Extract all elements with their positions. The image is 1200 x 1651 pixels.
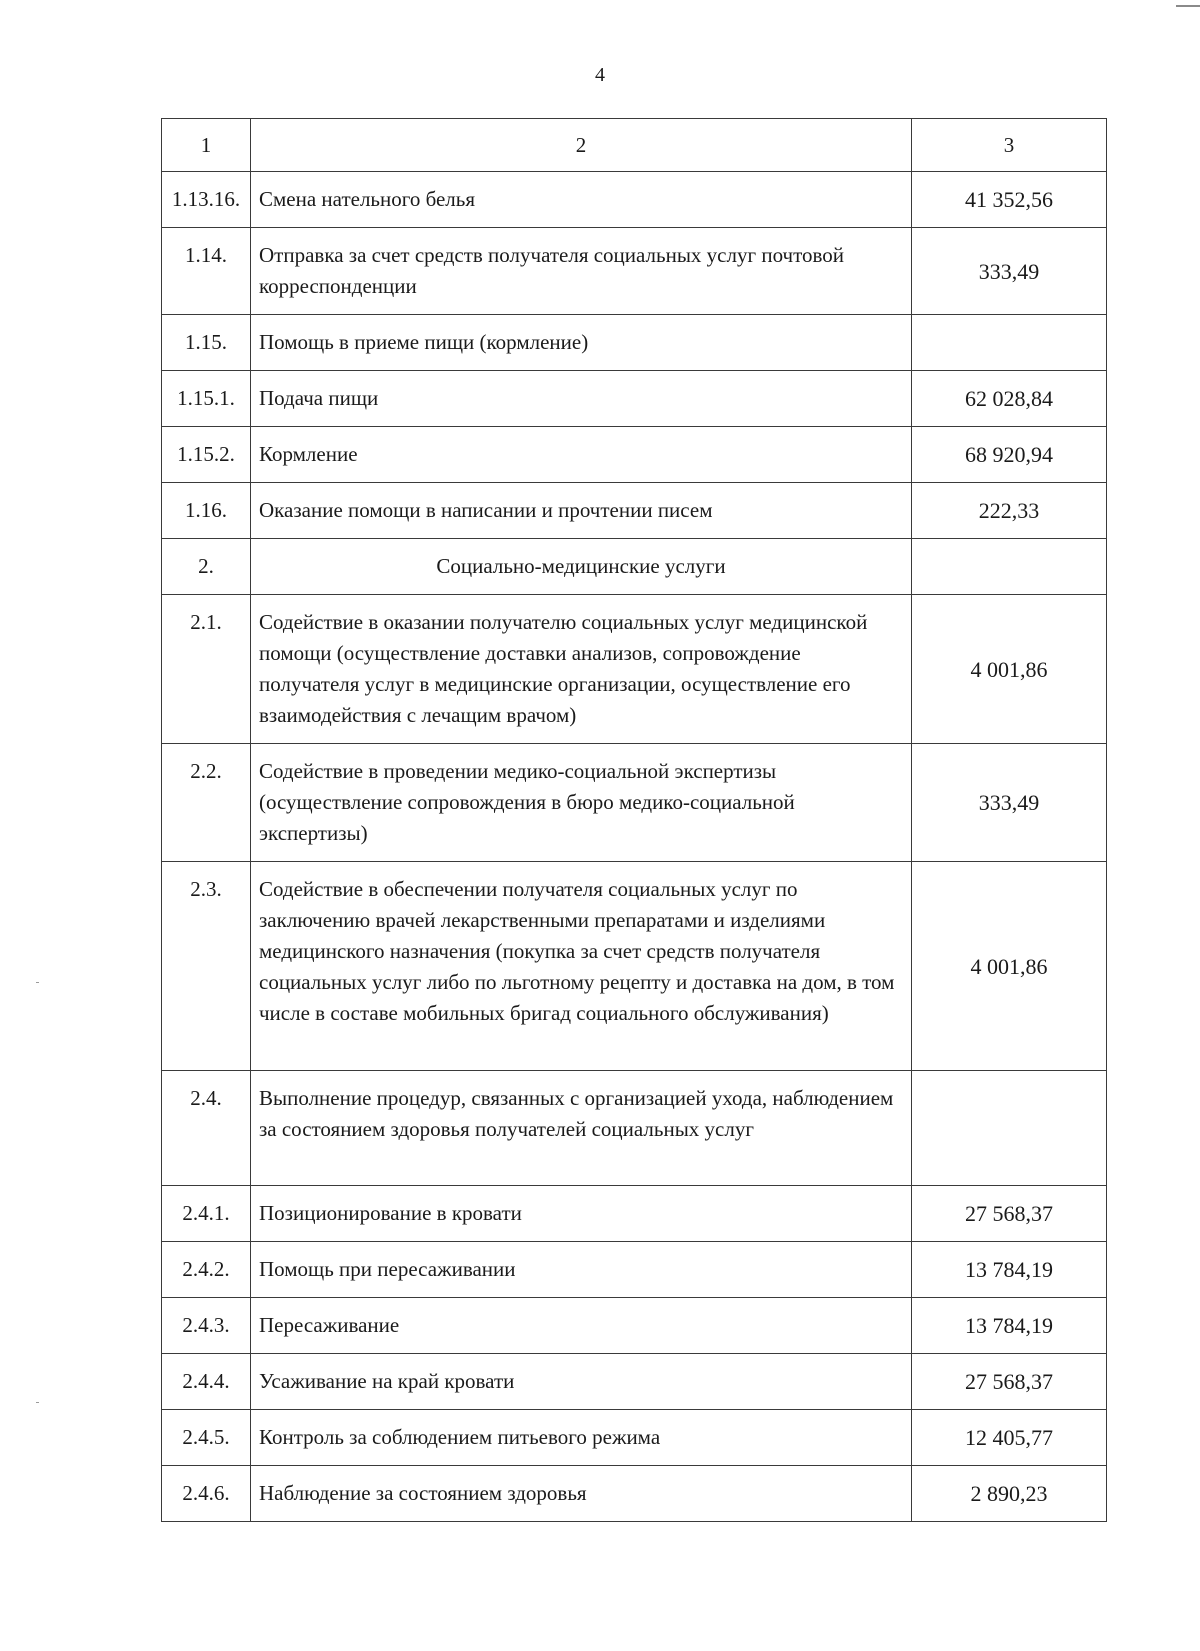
page-number: 4 — [595, 64, 605, 86]
service-price: 4 001,86 — [912, 862, 1107, 1071]
table-row — [162, 1410, 1107, 1466]
service-name: Выполнение процедур, связанных с организацией ухода, наблюдением за состоянием здоровья получателей социальных услуг — [251, 1071, 912, 1186]
service-price: 2 890,23 — [912, 1466, 1107, 1522]
service-price: 68 920,94 — [912, 427, 1107, 483]
service-name: Усаживание на край кровати — [251, 1354, 912, 1410]
service-name: Наблюдение за состоянием здоровья — [251, 1466, 912, 1522]
table-row — [162, 1242, 1107, 1298]
service-name: Отправка за счет средств получателя социальных услуг почтовой корреспонденции — [251, 228, 912, 315]
service-name: Смена нательного белья — [251, 172, 912, 228]
row-number: 2. — [162, 539, 251, 595]
row-number: 2.4.1. — [162, 1186, 251, 1242]
column-header-price: 3 — [912, 119, 1107, 172]
row-number: 2.4.4. — [162, 1354, 251, 1410]
table-header-row — [162, 119, 1107, 172]
row-number: 2.4.2. — [162, 1242, 251, 1298]
table-row — [162, 315, 1107, 371]
service-name: Оказание помощи в написании и прочтении писем — [251, 483, 912, 539]
row-number: 1.14. — [162, 228, 251, 315]
service-name: Подача пищи — [251, 371, 912, 427]
services-price-table — [161, 118, 1107, 1522]
service-name: Позиционирование в кровати — [251, 1186, 912, 1242]
table-row — [162, 862, 1107, 1071]
row-number: 2.1. — [162, 595, 251, 744]
service-price — [912, 539, 1107, 595]
service-name: Контроль за соблюдением питьевого режима — [251, 1410, 912, 1466]
table-row — [162, 744, 1107, 862]
row-number: 1.16. — [162, 483, 251, 539]
service-name: Кормление — [251, 427, 912, 483]
row-number: 1.13.16. — [162, 172, 251, 228]
scan-speck — [36, 1402, 39, 1403]
table-row — [162, 371, 1107, 427]
row-number: 2.4. — [162, 1071, 251, 1186]
service-price: 222,33 — [912, 483, 1107, 539]
table-row — [162, 1298, 1107, 1354]
row-number: 2.4.6. — [162, 1466, 251, 1522]
column-header-service: 2 — [251, 119, 912, 172]
service-name: Содействие в проведении медико-социальной экспертизы (осуществление сопровождения в бюро медико-социальной экспертизы) — [251, 744, 912, 862]
scan-speck — [36, 982, 39, 983]
service-price: 62 028,84 — [912, 371, 1107, 427]
service-name: Содействие в оказании получателю социальных услуг медицинской помощи (осуществление доставки анализов, сопровождение получателя услуг в медицинские организации, осуществление его взаимодействия с лечащим врачом) — [251, 595, 912, 744]
row-number: 1.15.1. — [162, 371, 251, 427]
table-row — [162, 595, 1107, 744]
service-price — [912, 315, 1107, 371]
column-header-number: 1 — [162, 119, 251, 172]
service-price: 13 784,19 — [912, 1242, 1107, 1298]
service-price: 13 784,19 — [912, 1298, 1107, 1354]
service-name: Пересаживание — [251, 1298, 912, 1354]
row-number: 1.15. — [162, 315, 251, 371]
service-price: 27 568,37 — [912, 1186, 1107, 1242]
service-price — [912, 1071, 1107, 1186]
table-row — [162, 427, 1107, 483]
table-row — [162, 1071, 1107, 1186]
service-price: 27 568,37 — [912, 1354, 1107, 1410]
service-price: 333,49 — [912, 744, 1107, 862]
service-price: 12 405,77 — [912, 1410, 1107, 1466]
scan-corner-mark — [1176, 5, 1200, 7]
row-number: 2.3. — [162, 862, 251, 1071]
service-name: Помощь в приеме пищи (кормление) — [251, 315, 912, 371]
service-name: Помощь при пересаживании — [251, 1242, 912, 1298]
table-row — [162, 1354, 1107, 1410]
row-number: 2.4.5. — [162, 1410, 251, 1466]
service-name: Содействие в обеспечении получателя социальных услуг по заключению врачей лекарственными препаратами и изделиями медицинского назначения (покупка за счет средств получателя социальных услуг либо по льготному рецепту и доставка на дом, в том числе в составе мобильных бригад социального обслуживания) — [251, 862, 912, 1071]
row-number: 2.4.3. — [162, 1298, 251, 1354]
service-price: 41 352,56 — [912, 172, 1107, 228]
table-row — [162, 1186, 1107, 1242]
section-row — [162, 539, 1107, 595]
table-row — [162, 483, 1107, 539]
table-row — [162, 172, 1107, 228]
service-price: 4 001,86 — [912, 595, 1107, 744]
row-number: 1.15.2. — [162, 427, 251, 483]
table-row — [162, 228, 1107, 315]
service-price: 333,49 — [912, 228, 1107, 315]
table-row — [162, 1466, 1107, 1522]
section-title: Социально-медицинские услуги — [251, 539, 912, 595]
row-number: 2.2. — [162, 744, 251, 862]
